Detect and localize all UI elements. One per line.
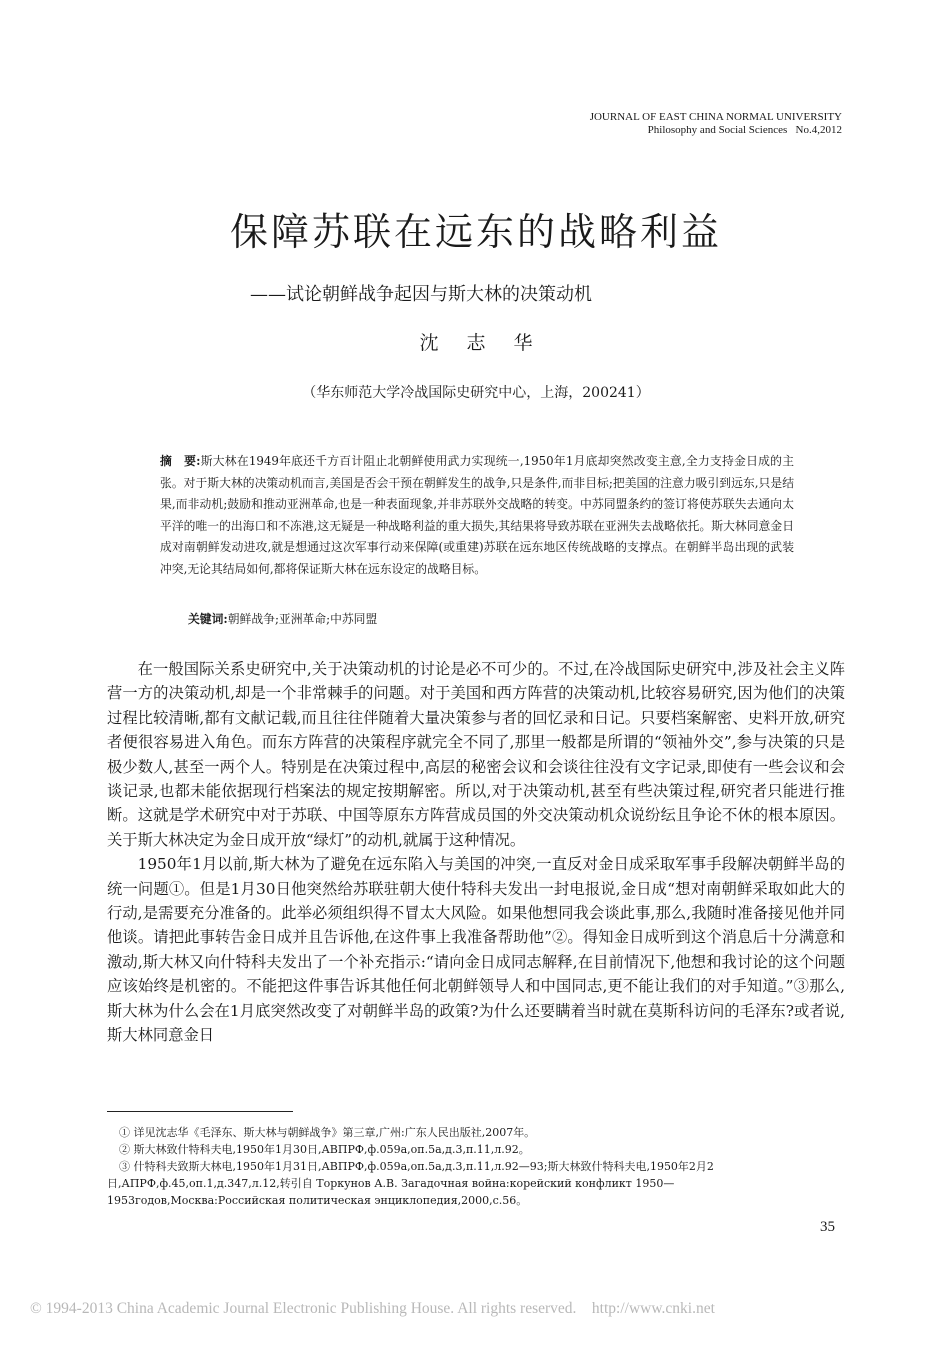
keywords-text: 朝鲜战争;亚洲革命;中苏同盟: [227, 612, 378, 626]
keywords: [188, 610, 377, 628]
paragraph-2: 1950年1月以前,斯大林为了避免在远东陷入与美国的冲突,一直反对金日成采取军事手段解决朝鲜半岛的统一问题①。但是1月30日他突然给苏联驻朝大使什特科夫发出一封电报说,金日成“想对南朝鲜采取如此大的行动,是需要充分准备的。此举必须组织得不冒太大风险。如果他想同我会谈此事,那么,我随时准备接见他并同他谈。请把此事转告金日成并且告诉他,在这件事上我准备帮助他”②。得知金日成听到这个消息后十分满意和激动,斯大林又向什特科夫发出了一个补充指示:“请向金日成同志解释,在目前情况下,他想和我讨论的这个问题应该始终是机密的。不能把这件事告诉其他任何北朝鲜领导人和中国同志,更不能让我们的对手知道。”③那么,斯大林为什么会在1月底突然改变了对朝鲜半岛的政策?为什么还要瞒着当时就在莫斯科访问的毛泽东?或者说,斯大林同意金日: [107, 855, 845, 1045]
article-title: 保障苏联在远东的战略利益: [229, 210, 722, 254]
author-affiliation: （华东师范大学冷战国际史研究中心，上海，200241）: [302, 385, 650, 401]
footnotes: [107, 1124, 845, 1209]
article-subtitle: ——试论朝鲜战争起因与斯大林的决策动机: [250, 284, 592, 305]
footnote-divider: [107, 1111, 293, 1112]
paragraph-1: 在一般国际关系史研究中,关于决策动机的讨论是必不可少的。不过,在冷战国际史研究中,涉及社会主义阵营一方的决策动机,却是一个非常棘手的问题。对于美国和西方阵营的决策动机,比较容易研究,因为他们的决策过程比较清晰,都有文献记载,而且往往伴随着大量决策参与者的回忆录和日记。只要档案解密、史料开放,研究者便很容易进入角色。而东方阵营的决策程序就完全不同了,那里一般都是所谓的“领袖外交”,参与决策的只是极少数人,甚至一两个人。特别是在决策过程中,高层的秘密会议和会谈往往没有文字记录,即使有一些会议和会谈记录,也都未能依据现行档案法的规定按期解密。所以,对于决策动机,甚至有些决策过程,研究者只能进行推断。这就是学术研究中对于苏联、中国等原东方阵营成员国的外交决策动机众说纷纭且争论不休的根本原因。关于斯大林决定为金日成开放“绿灯”的动机,就属于这种情况。: [107, 660, 845, 849]
keywords-label: 关键词:: [188, 612, 228, 626]
footnote-3: ③ 什特科夫致斯大林电,1950年1月31日,АВПРФ,ф.059а,оп.5а,д.3,п.11,л.92—93;斯大林致什特科夫电,1950年2月2日,АПРФ,ф.45,оп.1,д.347,л.12,转引自 Торкунов А.В. Загадочная война:корейский конфликт 1950—1953годов,Москва:Российская политическая энциклопедия,2000,с.56。: [107, 1160, 714, 1207]
copyright-watermark: © 1994-2013 China Academic Journal Electronic Publishing House. All rights reserved. http://www.cnki.net: [30, 1300, 715, 1317]
journal-name: JOURNAL OF EAST CHINA NORMAL UNIVERSITY: [589, 111, 842, 123]
abstract-text: 斯大林在1949年底还千方百计阻止北朝鲜使用武力实现统一,1950年1月底却突然改变主意,全力支持金日成的主张。对于斯大林的决策动机而言,美国是否会干预在朝鲜发生的战争,只是条件,而非目标;把美国的注意力吸引到远东,只是结果,而非动机;鼓励和推动亚洲革命,也是一种表面现象,并非苏联外交战略的转变。中苏同盟条约的签订将使苏联失去通向太平洋的唯一的出海口和不冻港,这无疑是一种战略利益的重大损失,其结果将导致苏联在亚洲失去战略依托。斯大林同意金日成对南朝鲜发动进攻,就是想通过这次军事行动来保障(或重建)苏联在远东地区传统战略的支撑点。在朝鲜半岛出现的武装冲突,无论其结局如何,都将保证斯大林在远东设定的战略目标。: [160, 454, 794, 576]
abstract: [160, 451, 794, 580]
footnote-2: ② 斯大林致什特科夫电,1950年1月30日,АВПРФ,ф.059а,оп.5а,д.3,п.11,л.92。: [119, 1143, 530, 1156]
journal-issue: Philosophy and Social Sciences No.4,2012: [647, 124, 842, 136]
journal-header: [590, 111, 842, 137]
footnote-1: ① 详见沈志华《毛泽东、斯大林与朝鲜战争》第三章,广州:广东人民出版社,2007年。: [119, 1126, 536, 1139]
body-text: [107, 657, 845, 1048]
author-name: 沈志华: [419, 332, 561, 354]
abstract-label: 摘 要:: [160, 454, 201, 468]
page-number: 35: [820, 1219, 835, 1235]
